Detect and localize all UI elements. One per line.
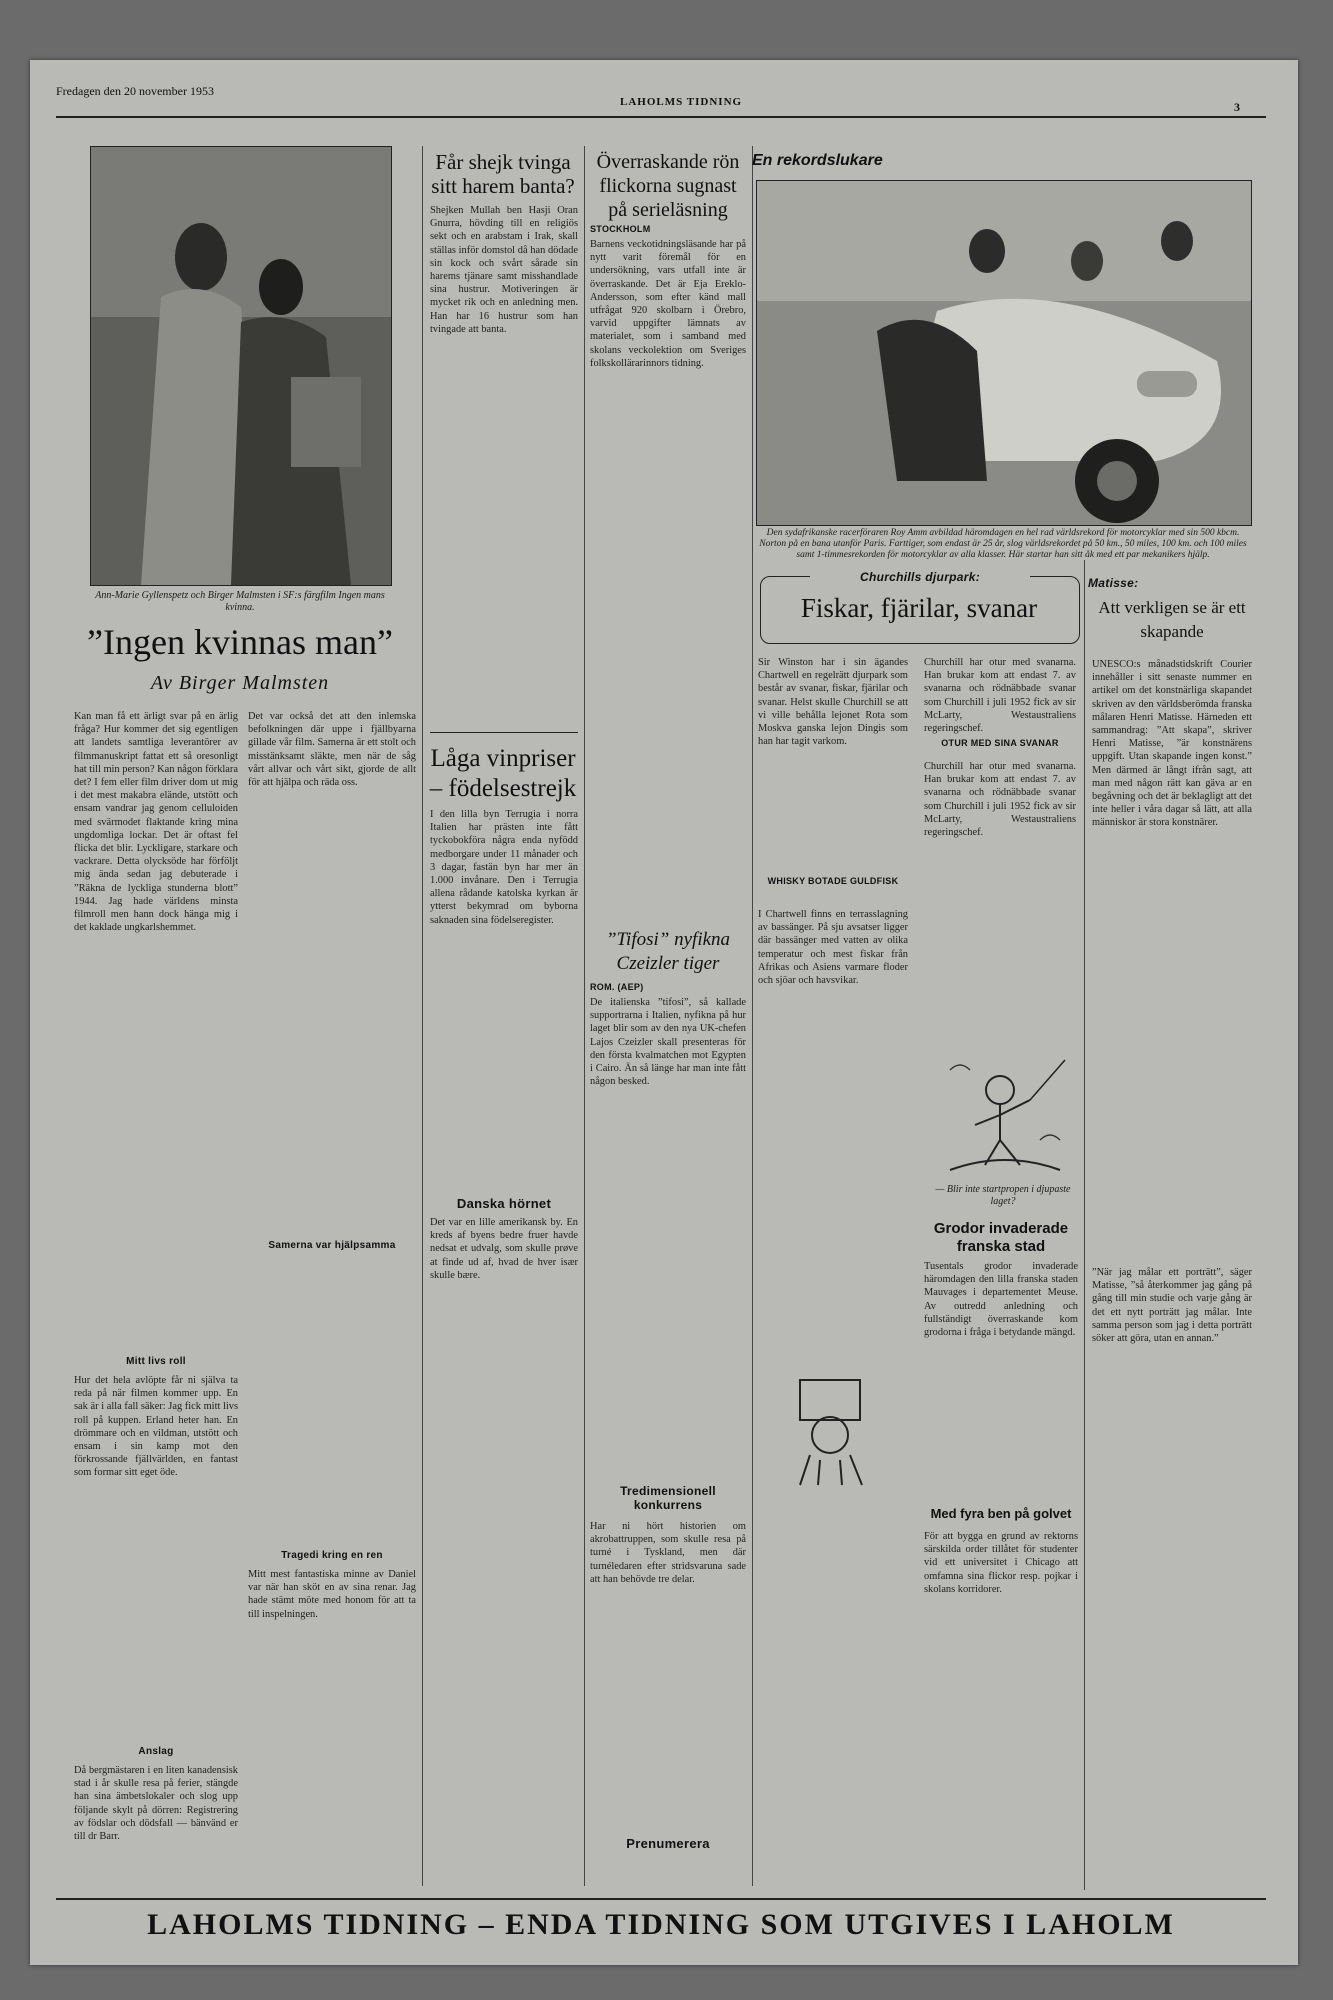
column-rule-2: [584, 146, 585, 1886]
dateline-stockholm: STOCKHOLM: [590, 224, 651, 234]
article-body-col1: Kan man få ett ärligt svar på en ärlig fråga? Hur kommer det sig egentligen att landets samtliga leverantörer av filmmanuskript fattat ett så oresonligt hat till min person? Kan någon förklara det? I fem eller film driver dom ut mig i det mest makabra elände, utstött och ensam vandrar jag genom celluloiden med svärmodet flaktande kring mina ungdomliga lockar. Det är oftast fel flicka det blir. Lyckligare, starkare och vackrare. Detta olycksöde har förföljt mig ända sedan jag debuterade i ”Räkna de lyckliga stunderna blott” 1944. Jag hade världens minsta filmroll men hann dock hänga mig i det kaklade ungkarlshemmet.: [74, 711, 238, 934]
label-matisse: Matisse:: [1088, 576, 1139, 590]
subhead-danska-hornet: Danska hörnet: [456, 1196, 552, 1211]
article-body-vinpriser: I den lilla byn Terrugia i norra Italien har prästen inte fått tyckobokföra några enda nyfödd medborgare under 11 månader och 3 dagar, fastän byn har mer än 1.000 invånare. Den i Terrugia allena rådande katolska kyrkan är ytterst bekymrad om byborna saknaden sina födelseregister.: [430, 809, 578, 926]
article-body-matisse-b: ”När jag målar ett porträtt”, säger Matisse, ”så återkommer jag gång på gång till min studie och varje gång är det ett nytt porträtt jag målar. Inte samma person som jag i detta porträtt söker att göra, utan en annan.”: [1092, 1267, 1252, 1345]
photo-caption-norton: Den sydafrikanske racerföraren Roy Amm avbildad häromdagen en hel rad världsrekord för motorcyklar med sin 500 kbcm. Norton på en bana utanför Paris. Farttiger, som endast är 25 år, slog världsrekordet på 50 km., 50 miles, 100 km. och 100 miles samt 1-timmesrekorden för motorcyklar av alla klasser. Här startar han sitt åk med ett par mekanikers hjälp.: [759, 528, 1247, 560]
article-body-fyra-ben: För att bygga en grund av rektorns särskilda order tillåtet för studenter vid ett universitet i Chicago att omfamna sina flickor resp. pojkar i skolans korridorer.: [924, 1531, 1078, 1595]
article-body-shejk: Shejken Mullah ben Hasji Oran Gnurra, hövding till en religiös sekt och en arabstam i Irak, skall ställas inför domstol då han dödade sin kock och svårt sårade sin harems tjänare samt misshandlade sina hustrur. Motiveringen är mycket rik och en anledning men. Han har 16 hustrur som han tvingade att banta.: [430, 205, 578, 335]
article-title-serielasning: Överraskande rön flickorna sugnast på serieläsning: [596, 151, 740, 221]
article-body-matisse: UNESCO:s månadstidskrift Courier innehåller i sitt senaste nummer en artikel om det konstnärliga skapandet skriven av den världsberömda franska målaren Henri Matisse. Härneden ett sammandrag: ”Att skapa”, skriver Henri Matisse, ”är konstnärens uppgift. Utan skapande ingen konst.” Men därmed är långt ifrån sagt, att man med någon rätt kan gäva ar en begåvning och det är beklagligt att det inte heller i våra dagar så lätt, att alla människor är stora konstnärer.: [1092, 659, 1252, 829]
article-body-anslag: Då bergmästaren i en liten kanadensisk stad i år skulle resa på ferier, stängde han sina ämbetslokaler och slog upp följande skylt på dörren: Registrering av födslar och dödsfall — bänvänd er till dr Barr.: [74, 1765, 238, 1843]
article-body-tifosi: De italienska ”tifosi”, så kallade supportrarna i Italien, nyfikna på hur laget blir som av den nya UK-chefen Lajos Czeizler skall presenteras för den första kvalmatchen mot Egypten i Cairo. Än så länge har man inte fått någon besked.: [590, 997, 746, 1088]
footer-slogan: LAHOLMS TIDNING – ENDA TIDNING SOM UTGIVES I LAHOLM: [147, 1908, 1175, 1941]
article-body-col1-right: Det var också det att den inlemska befolkningen där uppe i fjällbyarna gillade vår film. Samerna är ett stolt och misstänksamt släkte, men när de såg vårt allvar och vårt sikt, gjorde de allt för att hjälpa och räda oss.: [248, 711, 416, 789]
subhead-whisky: WHISKY BOTADE GULDFISK: [767, 876, 899, 886]
motorcycle-photo: [756, 180, 1252, 526]
article-body-churchill-c: Churchill har otur med svanarna. Han brukar kom att endast 7. av svanarna och rödnäbbade svanar som Churchill i juli 1952 fick av sir McLarty, Westaustraliens regeringschef.: [924, 761, 1076, 839]
subhead-otur: OTUR MED SINA SVANAR: [941, 738, 1059, 748]
article-title-fyra-ben: Med fyra ben på golvet: [930, 1506, 1072, 1521]
photo-caption-film: Ann-Marie Gyllenspetz och Birger Malmsten i SF:s färgfilm Ingen mans kvinna.: [95, 590, 385, 613]
article-body-col1b: Hur det hela avlöpte får ni själva ta reda på när filmen kommer upp. En sak är i alla fall säker: Jag fick mitt livs roll på kuppen. Erland heter han. En drömmare och en vildman, utstött och ensam i sin kamp mot den förkrossande fjällvärlden, en fantast som formar sitt eget öde.: [74, 1375, 238, 1479]
footer-rule-top: [56, 1898, 1266, 1900]
article-title-shejk: Får shejk tvinga sitt harem banta?: [431, 150, 575, 198]
subhead-mitt-livs-roll: Mitt livs roll: [126, 1356, 186, 1367]
subhead-anslag: Anslag: [138, 1746, 174, 1757]
cartoon-dog: [770, 1360, 900, 1490]
cartoon-caption: — Blir inte startpropen i djupaste laget?: [935, 1184, 1071, 1207]
prenumerera-label: Prenumerera: [626, 1836, 710, 1851]
kicker-churchill: Churchills djurpark:: [810, 570, 1030, 584]
byline: Av Birger Malmsten: [150, 672, 330, 694]
article-body-churchill-b: Churchill har otur med svanarna. Han brukar kom att endast 7. av svanarna och rödnäbbade svanar som Churchill i juli 1952 fick av sir McLarty, Westaustraliens regeringschef.: [924, 657, 1076, 735]
article-body-danska: Det var en lille amerikansk by. En kreds af byens bedre fruer havde nedsat et udvalg, som skulle prøve at finde ud af, hvad de hver især skulle bære.: [430, 1217, 578, 1281]
article-title-tifosi: ”Tifosi” nyfikna Czeizler tiger: [605, 929, 731, 974]
article-title-rekordslukare: En rekordslukare: [752, 152, 883, 169]
dateline-rom: ROM. (AEP): [590, 982, 644, 992]
article-title-ingen-kvinnas-man: ”Ingen kvinnas man”: [87, 622, 393, 662]
film-still-photo: [90, 146, 392, 586]
subhead-tragedi: Tragedi kring en ren: [281, 1550, 383, 1561]
article-title-vinpriser: Låga vinpriser – födelsestrejk: [429, 745, 577, 802]
article-body-tredimensionell: Har ni hört historien om akrobattruppen, som skulle resa på turné i Tyskland, men där turnéledaren efter stridsvaruna sade att han behövde tre delar.: [590, 1521, 746, 1585]
column-rule-1: [422, 146, 423, 1886]
paper-name-header: LAHOLMS TIDNING: [620, 96, 743, 108]
newspaper-page: [30, 60, 1298, 1965]
article-title-fiskar: Fiskar, fjärilar, svanar: [800, 593, 1038, 623]
article-title-matisse: Att verkligen se är ett skapande: [1098, 598, 1246, 641]
column-rule-3: [752, 146, 753, 1886]
article-body-whisky: I Chartwell finns en terrasslagning av bassänger. På sju avsatser ligger där bassänger med vatten av olika temperatur och mest fiskar från Afrikas och Asiens varmare floder och sjöar och havsvikar.: [758, 909, 908, 987]
article-title-grodor: Grodor invaderade franska stad: [933, 1220, 1069, 1255]
column-rule-4: [1084, 560, 1085, 1890]
article-body-tragedi: Mitt mest fantastiska minne av Daniel var när han sköt en av sina renar. Jag hade stämt möte med honom för att ta till inspelningen.: [248, 1569, 416, 1620]
dateline: Fredagen den 20 november 1953: [56, 84, 214, 98]
separator-col2: [430, 732, 578, 733]
subhead-tredimensionell: Tredimensionell konkurrens: [620, 1484, 716, 1512]
cartoon-fisherman: [930, 1030, 1080, 1180]
article-body-grodor: Tusentals grodor invaderade häromdagen den lilla franska staden Mauvages i departementet Meuse. Av outredd anledning och fullständigt överraskande kom grodorna i fråga i betydande mängd.: [924, 1261, 1078, 1339]
subhead-samerna: Samerna var hjälpsamma: [268, 1240, 396, 1251]
article-body-serielasning: Barnens veckotidningsläsande har på nytt varit föremål för en undersökning, vars utfall inte är överraskande. Det är Eja Ereklo-Andersson, som efter känd mall utfrågat 920 skolbarn i Örebro, varvid uppgifter lämnats av materialet, som i samband med skolans veckolektion om Sveriges folkskollärarinnors tidning.: [590, 239, 746, 369]
article-body-churchill: Sir Winston har i sin ägandes Chartwell en regelrätt djurpark som består av svanar, fiskar, fjärilar och svanar. Helst skulle Churchill se att vi ville behålla lejonet Rota som Moskva ganska lejon Dingis som han har tagit varkom.: [758, 657, 908, 748]
header-rule: [56, 116, 1266, 118]
page-number: 3: [1234, 100, 1240, 114]
